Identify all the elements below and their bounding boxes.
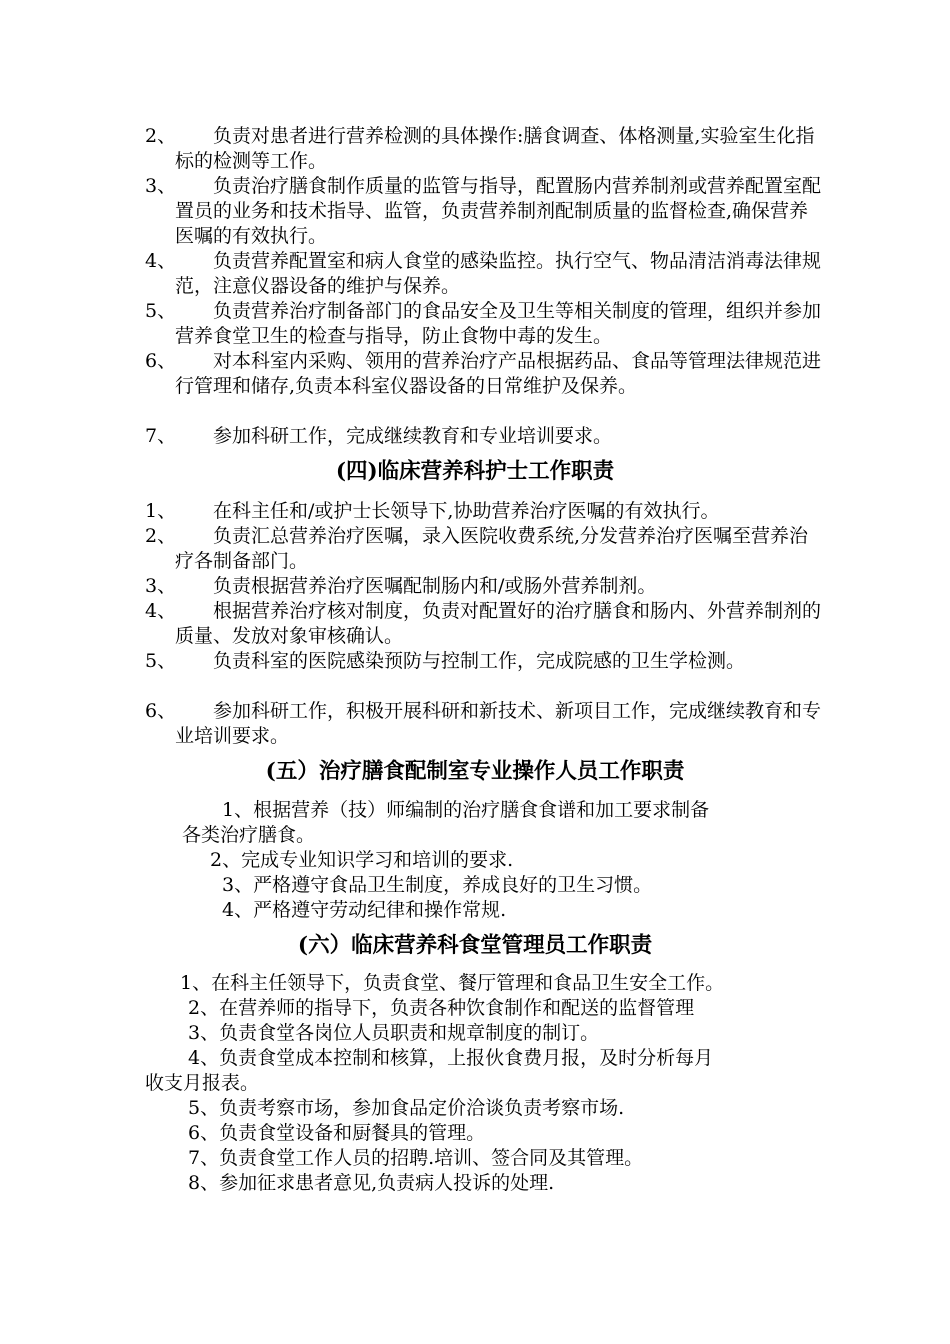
item-number: 4、 [145, 600, 177, 622]
item-text: 负责对患者进行营养检测的具体操作:膳食调查、体格测量,实验室生化指标的检测等工作。 [175, 125, 815, 172]
item-number: 7、 [145, 425, 177, 447]
section5-heading: (五）治疗膳食配制室专业操作人员工作职责 [265, 759, 685, 784]
section4-item-6 [145, 699, 825, 749]
item-number: 2、 [145, 525, 177, 547]
item-text: 负责营养配置室和病人食堂的感染监控。执行空气、物品清洁消毒法律规范，注意仪器设备的维护与保养。 [175, 250, 822, 297]
section4-item-3 [145, 574, 825, 599]
section4-item-4 [145, 599, 825, 649]
section6-item-2: 2、在营养师的指导下，负责各种饮食制作和配送的监督管理 [188, 997, 695, 1019]
item-text: 对本科室内采购、领用的营养治疗产品根据药品、食品等管理法律规范进行管理和储存,负责本科室仪器设备的日常维护及保养。 [175, 350, 822, 397]
section6-item-6: 6、负责食堂设备和厨餐具的管理。 [188, 1122, 486, 1144]
section6-item-4-cont: 收支月报表。 [145, 1072, 260, 1094]
item-text: 负责治疗膳食制作质量的监管与指导，配置肠内营养制剂或营养配置室配置员的业务和技术指导、监管，负责营养制剂配制质量的监督检查,确保营养医嘱的有效执行。 [175, 175, 822, 247]
item-text: 负责汇总营养治疗医嘱，录入医院收费系统,分发营养治疗医嘱至营养治疗各制备部门。 [175, 525, 809, 572]
section3-item-6 [145, 349, 825, 399]
section5-item-4: 4、严格遵守劳动纪律和操作常规. [222, 899, 507, 921]
item-number: 5、 [145, 650, 177, 672]
section4-item-5 [145, 649, 825, 674]
item-number: 6、 [145, 700, 177, 722]
item-text: 参加科研工作，积极开展科研和新技术、新项目工作，完成继续教育和专业培训要求。 [175, 700, 822, 747]
item-number: 6、 [145, 350, 177, 372]
section6-item-4: 4、负责食堂成本控制和核算，上报伙食费月报，及时分析每月 [188, 1047, 714, 1069]
section6-item-3: 3、负责食堂各岗位人员职责和规章制度的制订。 [188, 1022, 600, 1044]
section3-item-4 [145, 249, 825, 299]
item-number: 3、 [145, 175, 177, 197]
item-text: 在科主任和/或护士长领导下,协助营养治疗医嘱的有效执行。 [213, 500, 720, 522]
item-text: 负责根据营养治疗医嘱配制肠内和/或肠外营养制剂。 [213, 575, 657, 597]
item-text: 参加科研工作，完成继续教育和专业培训要求。 [213, 425, 613, 447]
section4-heading: (四)临床营养科护士工作职责 [335, 459, 615, 484]
section5-item-3: 3、严格遵守食品卫生制度，养成良好的卫生习惯。 [222, 874, 653, 896]
section6-item-5: 5、负责考察市场，参加食品定价洽谈负责考察市场. [188, 1097, 625, 1119]
section3-item-3 [145, 174, 825, 249]
section6-item-1: 1、在科主任领导下，负责食堂、餐厅管理和食品卫生安全工作。 [180, 972, 725, 994]
item-number: 5、 [145, 300, 177, 322]
section6-heading: (六）临床营养科食堂管理员工作职责 [297, 933, 653, 958]
section5-item-2: 2、完成专业知识学习和培训的要求. [210, 849, 514, 871]
section5-item-1: 1、根据营养（技）师编制的治疗膳食食谱和加工要求制备 [222, 799, 710, 821]
item-text: 负责科室的医院感染预防与控制工作，完成院感的卫生学检测。 [213, 650, 746, 672]
section6-item-8: 8、参加征求患者意见,负责病人投诉的处理. [188, 1172, 555, 1194]
item-number: 4、 [145, 250, 177, 272]
section4-item-1 [145, 499, 825, 524]
item-number: 2、 [145, 125, 177, 147]
section4-item-2 [145, 524, 825, 574]
section3-item-5 [145, 299, 825, 349]
item-text: 根据营养治疗核对制度，负责对配置好的治疗膳食和肠内、外营养制剂的质量、发放对象审核确认。 [175, 600, 822, 647]
item-text: 负责营养治疗制备部门的食品安全及卫生等相关制度的管理，组织并参加营养食堂卫生的检查与指导，防止食物中毒的发生。 [175, 300, 822, 347]
section3-item-7 [145, 424, 825, 449]
item-number: 1、 [145, 500, 177, 522]
section3-item-2 [145, 124, 825, 174]
item-number: 3、 [145, 575, 177, 597]
section5-item-1-cont: 各类治疗膳食。 [182, 824, 316, 846]
section6-item-7: 7、负责食堂工作人员的招聘.培训、签合同及其管理。 [188, 1147, 644, 1169]
